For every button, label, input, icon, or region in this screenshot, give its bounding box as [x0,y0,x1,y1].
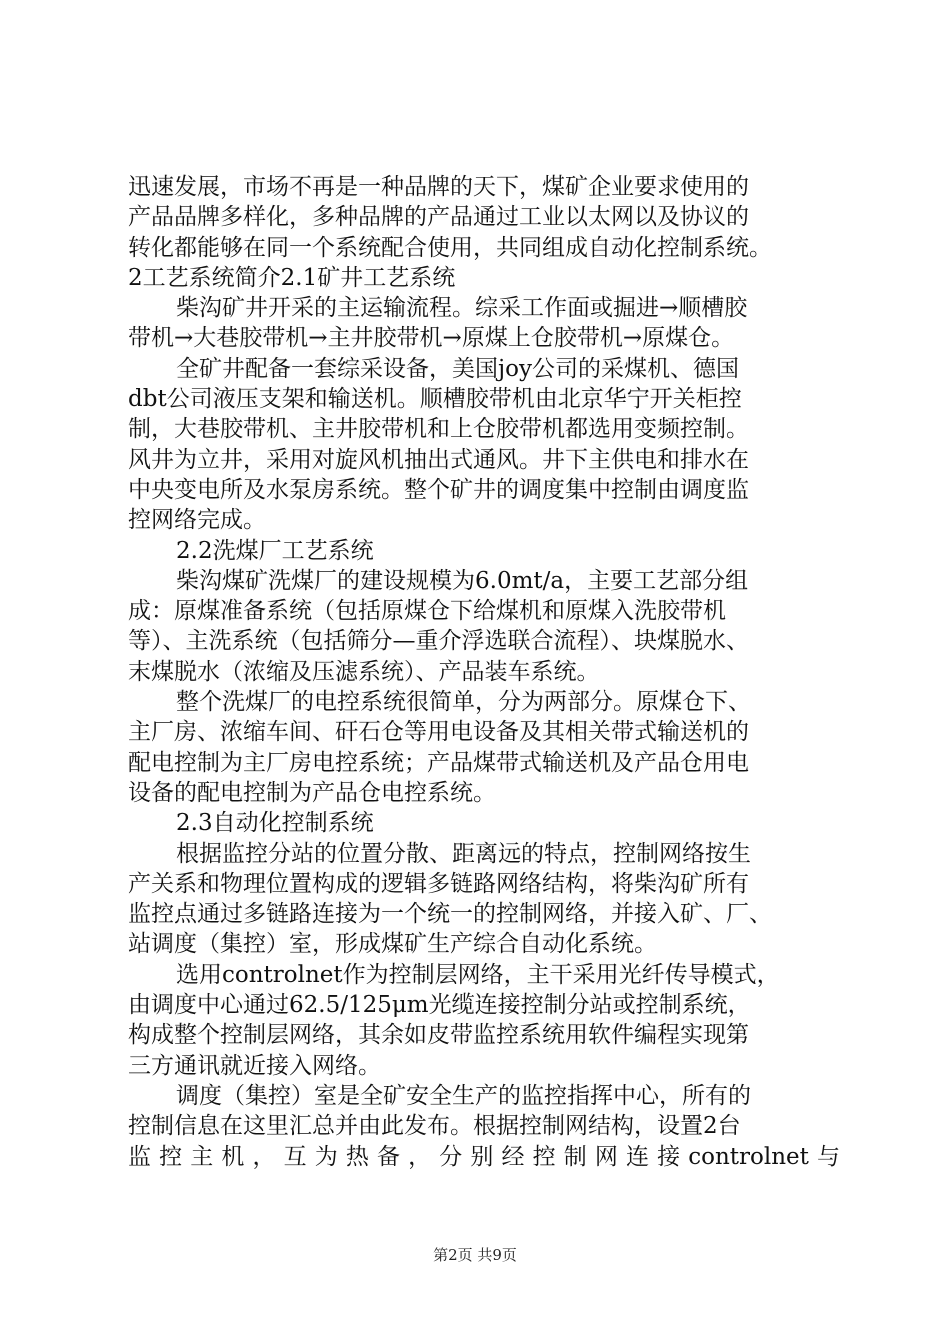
text-line: 构成整个控制层网络，其余如皮带监控系统用软件编程实现第 [128,1022,749,1049]
paragraph-first-line: 柴沟矿井开采的主运输流程。综采工作面或掘进→顺槽胶 [176,295,748,322]
text-line: 监控主机，互为热备，分别经控制网连接controlnet与 [128,1143,840,1170]
text-line: 产品品牌多样化，多种品牌的产品通过工业以太网以及协议的 [128,204,749,231]
text-line: 成：原煤准备系统（包括原煤仓下给煤机和原煤入洗胶带机 [128,598,726,625]
text-line: 由调度中心通过62.5/125μm光缆连接控制分站或控制系统， [128,992,751,1019]
text-line: 中央变电所及水泵房系统。整个矿井的调度集中控制由调度监 [128,476,749,503]
paragraph-first-line: 调度（集控）室是全矿安全生产的监控指挥中心，所有的 [176,1082,751,1109]
paragraph-first-line: 选用controlnet作为控制层网络，主干采用光纤传导模式， [176,961,780,988]
text-line: 风井为立井，采用对旋风机抽出式通风。井下主供电和排水在 [128,446,749,473]
page-number-footer: 第2页 共9页 [433,1246,517,1264]
text-line: 产关系和物理位置构成的逻辑多链路网络结构，将柴沟矿所有 [128,870,749,897]
paragraph-first-line: 柴沟煤矿洗煤厂的建设规模为6.0mt/a，主要工艺部分组 [176,567,749,594]
text-line: dbt公司液压支架和输送机。顺槽胶带机由北京华宁开关柜控 [128,386,742,413]
text-line: 等）、主洗系统（包括筛分—重介浮选联合流程）、块煤脱水、 [128,628,749,655]
text-line: 迅速发展，市场不再是一种品牌的天下，煤矿企业要求使用的 [128,174,749,200]
subsection-heading: 2.2洗煤厂工艺系统 [176,537,374,564]
subsection-heading: 2.3自动化控制系统 [176,810,374,837]
document-body [128,172,840,1172]
text-line: 主厂房、浓缩车间、矸石仓等用电设备及其相关带式输送机的 [128,719,749,746]
text-line: 配电控制为主厂房电控系统；产品煤带式输送机及产品仓用电 [128,749,749,776]
text-line: 制，大巷胶带机、主井胶带机和上仓胶带机都选用变频控制。 [128,416,749,443]
paragraph-first-line: 根据监控分站的位置分散、距离远的特点，控制网络按生 [176,840,751,867]
text-line: 末煤脱水（浓缩及压滤系统）、产品装车系统。 [128,658,600,685]
text-line: 三方通讯就近接入网络。 [128,1052,381,1079]
section-heading: 2工艺系统简介2.1矿井工艺系统 [128,264,456,291]
text-line: 设备的配电控制为产品仓电控系统。 [128,779,496,806]
text-line: 转化都能够在同一个系统配合使用，共同组成自动化控制系统。 [128,234,772,261]
text-line: 控制信息在这里汇总并由此发布。根据控制网结构，设置2台 [128,1113,741,1140]
text-line: 监控点通过多链路连接为一个统一的控制网络，并接入矿、厂、 [128,901,772,928]
text-line: 控网络完成。 [128,507,266,534]
text-line: 站调度（集控）室，形成煤矿生产综合自动化系统。 [128,931,657,958]
text-line: 带机→大巷胶带机→主井胶带机→原煤上仓胶带机→原煤仓。 [128,325,735,352]
paragraph-first-line: 全矿井配备一套综采设备，美国joy公司的采煤机、德国 [176,355,739,382]
paragraph-first-line: 整个洗煤厂的电控系统很简单，分为两部分。原煤仓下、 [176,689,751,716]
